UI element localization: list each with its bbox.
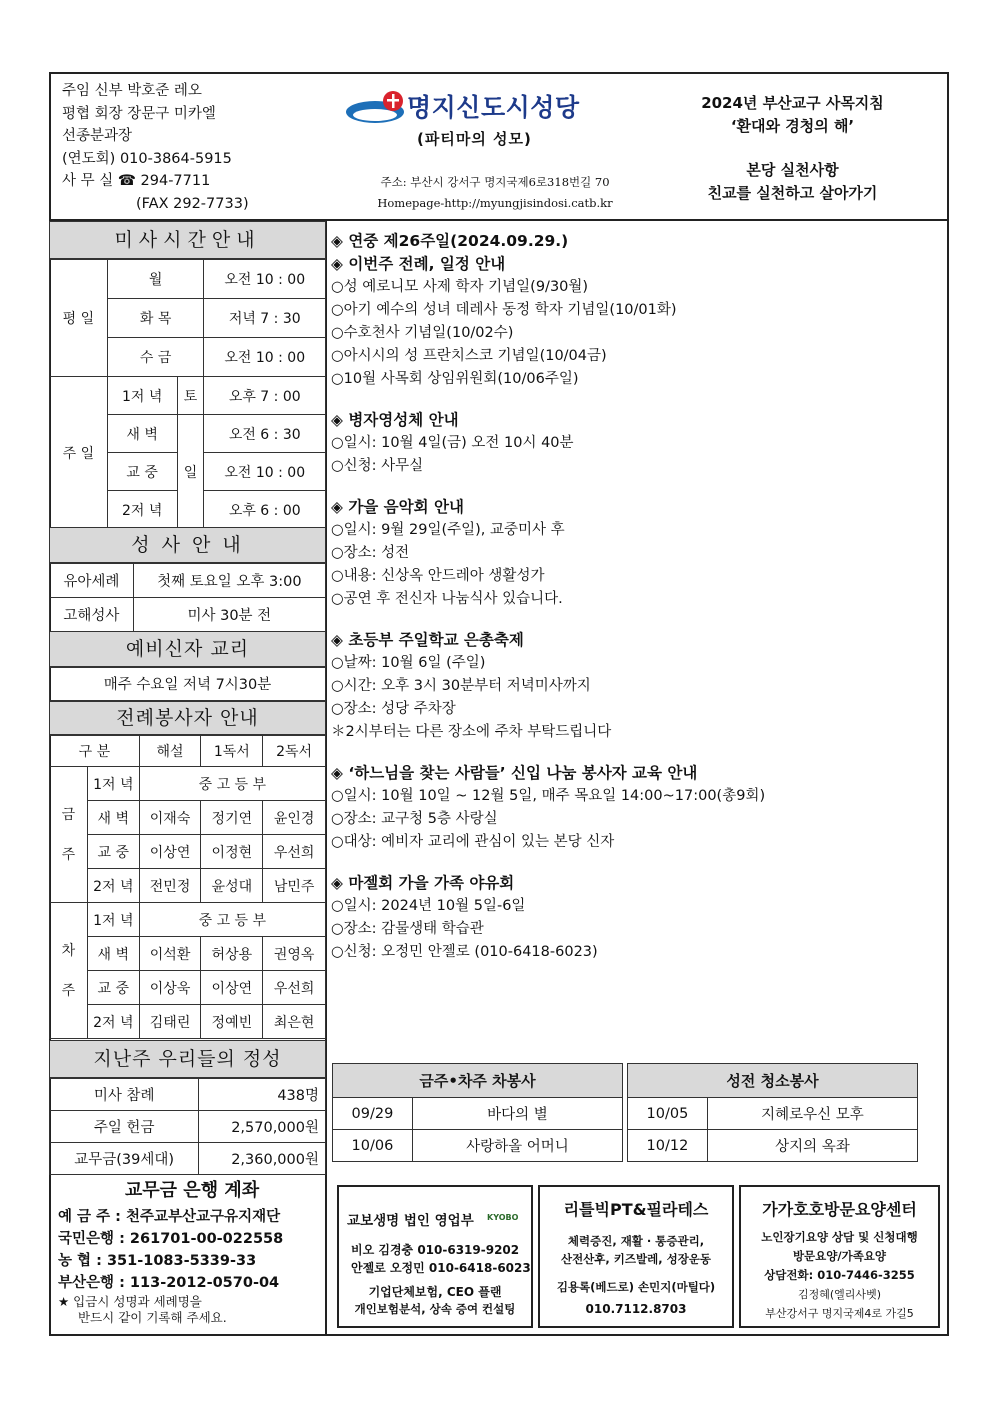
parish-address [330, 172, 660, 214]
notice-heading-text: 병자영성체 안내 [348, 411, 459, 429]
funeral-head: 선종분과장 [62, 128, 133, 144]
duty-date: 10/05 [628, 1098, 708, 1130]
notice-item: ○공연 후 전신자 나눔식사 있습니다. [331, 591, 563, 607]
offering-item: 교무금(39세대) [50, 1143, 199, 1175]
mass-slot: 새 벽 [87, 801, 139, 835]
parish-emblem-icon [345, 88, 405, 128]
diamond-icon: ◈ [331, 764, 349, 782]
offering-item: 미사 참례 [50, 1079, 199, 1111]
parish-logo [345, 88, 635, 148]
notice-item: ＊2시부터는 다른 장소에 주차 부탁드립니다 [331, 724, 612, 740]
notice-item: ○내용: 신상옥 안드레아 생활성가 [331, 568, 545, 584]
catechumen-title: 예비신자 교리 [49, 631, 326, 667]
kyobo-brand: KYOBO [487, 1213, 519, 1222]
sacrament-time: 첫째 토요일 오후 3:00 [133, 564, 325, 598]
ad-line: 부산강서구 명지국제4로 가길5 [765, 1307, 914, 1320]
cleaning-duty-table [627, 1063, 918, 1162]
contact-info [62, 80, 312, 215]
pastor: 주임 신부 박호준 레오 [62, 83, 202, 99]
liturgy-table [49, 735, 326, 1039]
motto-line: ‘환대와 경청의 해’ [730, 116, 855, 135]
sunday-date-text: 연중 제26주일(2024.09.29.) [348, 232, 569, 250]
notice-item: ○아기 예수의 성녀 데레사 동정 학자 기념일(10/01화) [331, 302, 677, 318]
notice-item: ○장소: 감물생태 학습관 [331, 921, 484, 937]
ad-line: 체력증진, 재활 · 통증관리, [567, 1234, 705, 1248]
mass-slot: 1저 녁 [87, 903, 139, 937]
diamond-icon: ◈ [331, 232, 349, 250]
ad-line: 기업단체보험, CEO 플랜 [368, 1285, 502, 1299]
motto-line: 친교를 실천하고 살아가기 [707, 183, 878, 202]
next-week-label: 차 주 [50, 903, 88, 1039]
notice-item: ○10월 사목회 상임위원회(10/06주일) [331, 371, 579, 387]
notice-heading-text: 초등부 주일학교 은총축제 [348, 631, 524, 649]
deposit-note: ★ 입금시 성명과 세례명을 [58, 1294, 202, 1309]
mass-day: 교 중 [107, 453, 177, 491]
mass-time: 저녁 7 : 30 [204, 299, 326, 338]
volunteer: 윤인경 [263, 801, 326, 835]
volunteer: 우선희 [263, 835, 326, 869]
notice-heading [331, 629, 941, 652]
diamond-icon: ◈ [331, 631, 349, 649]
volunteer: 이상욱 [139, 971, 201, 1005]
sunday-day-label: 일 [177, 415, 204, 529]
mass-time: 오후 6 : 00 [204, 491, 326, 529]
notice-item: ○장소: 교구청 5층 사랑실 [331, 811, 498, 827]
volunteer: 이재숙 [139, 801, 201, 835]
offering-title: 지난주 우리들의 정성 [49, 1040, 326, 1078]
account-number: 국민은행 : 261701-00-022558 [58, 1231, 284, 1247]
duty-date: 10/06 [333, 1130, 413, 1162]
notice-heading-text: 마젤회 가을 가족 야유회 [348, 874, 515, 892]
volunteer: 이상연 [139, 835, 201, 869]
notices [331, 230, 941, 964]
volunteer: 최은현 [263, 1005, 326, 1039]
offering-value: 438명 [199, 1079, 326, 1111]
col-header: 2독서 [263, 736, 326, 767]
ad-kyobo [337, 1185, 533, 1328]
ad-line: 개인보험분석, 상속 증여 컨설팅 [354, 1302, 516, 1316]
mass-day: 화 목 [107, 299, 204, 338]
funeral-phone: (연도회) 010-3864-5915 [62, 150, 232, 167]
volunteer: 정기연 [201, 801, 263, 835]
office-phone: 사 무 실 ☎ 294-7711 [62, 173, 211, 189]
notice-heading-text: 이번주 전례, 일정 안내 [348, 255, 506, 273]
mass-day: 2저 녁 [107, 491, 177, 529]
ad-line: 김용록(베드로) 손민지(마틸다) [556, 1280, 716, 1294]
mass-slot: 2저 녁 [87, 1005, 139, 1039]
notice-item: ○장소: 성전 [331, 545, 410, 561]
ad-line: 노인장기요양 상담 및 신청대행 [761, 1230, 918, 1244]
col-header: 해설 [139, 736, 201, 767]
mass-time: 오전 10 : 00 [204, 338, 326, 377]
duty-group: 사랑하올 어머니 [412, 1130, 622, 1162]
offering-value: 2,360,000원 [199, 1143, 326, 1175]
deposit-note: 반드시 같이 기록해 주세요. [78, 1310, 227, 1325]
diamond-icon: ◈ [331, 498, 349, 516]
mass-slot: 교 중 [87, 835, 139, 869]
mass-time: 오전 6 : 30 [204, 415, 326, 453]
saturday-label: 토 [177, 377, 204, 415]
notice-heading [331, 872, 941, 895]
col-header: 구 분 [50, 736, 140, 767]
notice-heading [331, 253, 941, 276]
ad-line: 비오 김경충 010-6319-9202 [351, 1243, 520, 1257]
mass-day: 월 [107, 260, 204, 299]
ad-title: 리틀빅PT&필라테스 [563, 1200, 709, 1219]
ad-phone: 010.7112.8703 [585, 1302, 687, 1316]
notice-item: ○신청: 오정민 안젤로 (010-6418-6023) [331, 944, 598, 960]
duty-group: 바다의 별 [412, 1098, 622, 1130]
notice-item: ○날짜: 10월 6일 (주일) [331, 655, 486, 671]
mass-slot: 2저 녁 [87, 869, 139, 903]
offering-value: 2,570,000원 [199, 1111, 326, 1143]
volunteer: 남민주 [263, 869, 326, 903]
ad-title: 가가호호방문요양센터 [762, 1200, 917, 1219]
this-week-label: 금 주 [50, 767, 88, 903]
account-holder: 예 금 주 : 천주교부산교구유지재단 [58, 1209, 281, 1225]
mass-time: 오전 10 : 00 [204, 260, 326, 299]
duty-group: 상지의 옥좌 [707, 1130, 917, 1162]
mass-time: 오전 10 : 00 [204, 453, 326, 491]
notice-item: ○일시: 9월 29일(주일), 교중미사 후 [331, 522, 565, 538]
sacrament-table [49, 563, 326, 632]
ad-title: 교보생명 법인 영업부 [347, 1213, 474, 1229]
sunday-date [331, 230, 941, 253]
mass-day: 새 벽 [107, 415, 177, 453]
offering-item: 주일 헌금 [50, 1111, 199, 1143]
ad-line: 산전산후, 키즈발레, 성장운동 [560, 1252, 712, 1266]
notice-item: ○일시: 2024년 10월 5일-6일 [331, 898, 526, 914]
mass-times-title: 미사시간안내 [49, 221, 326, 259]
volunteer: 윤성대 [201, 869, 263, 903]
notice-item: ○대상: 예비자 교리에 관심이 있는 본당 신자 [331, 834, 615, 850]
mass-slot: 교 중 [87, 971, 139, 1005]
office-fax: (FAX 292-7733) [136, 195, 249, 212]
notice-item: ○시간: 오후 3시 30분부터 저녁미사까지 [331, 678, 591, 694]
col-header: 1독서 [201, 736, 263, 767]
mass-slot: 새 벽 [87, 937, 139, 971]
duty-date: 10/12 [628, 1130, 708, 1162]
volunteer: 허상용 [201, 937, 263, 971]
cleaning-duty-title: 성전 청소봉사 [628, 1064, 918, 1098]
account-number: 부산은행 : 113-2012-0570-04 [58, 1275, 280, 1291]
volunteer: 김태린 [139, 1005, 201, 1039]
car-duty-table [332, 1063, 623, 1162]
diamond-icon: ◈ [331, 874, 349, 892]
group-name: 중 고 등 부 [139, 903, 325, 937]
mass-day: 1저 녁 [107, 377, 177, 415]
mass-times-table [49, 259, 326, 529]
notice-item: ○수호천사 기념일(10/02수) [331, 325, 514, 341]
group-name: 중 고 등 부 [139, 767, 325, 801]
notice-heading-text: ‘하느님을 찾는 사람들’ 신입 나눔 봉사자 교육 안내 [348, 764, 698, 782]
volunteer: 이상연 [201, 971, 263, 1005]
ad-care-center [739, 1185, 940, 1328]
motto-line: 본당 실천사항 [746, 161, 839, 179]
motto-line: 2024년 부산교구 사목지침 [701, 94, 884, 112]
parish-subtitle: (파티마의 성모) [417, 130, 532, 148]
bank-title: 교무금 은행 계좌 [124, 1180, 260, 1201]
sacrament-name: 유아세례 [50, 564, 134, 598]
volunteer: 우선희 [263, 971, 326, 1005]
volunteer: 정예빈 [201, 1005, 263, 1039]
notice-item: ○아시시의 성 프란치스코 기념일(10/04금) [331, 348, 607, 364]
duty-date: 09/29 [333, 1098, 413, 1130]
ad-phone: 상담전화: 010-7446-3255 [764, 1268, 915, 1282]
address: 주소: 부산시 강서구 명지국제6로318번길 70 [380, 175, 610, 189]
notice-item: ○장소: 성당 주차장 [331, 701, 456, 717]
notice-heading-text: 가을 음악회 안내 [348, 498, 464, 516]
homepage-link[interactable]: Homepage-http://myungjisindosi.catb.kr [377, 196, 613, 210]
volunteer: 전민정 [139, 869, 201, 903]
liturgy-title: 전례봉사자 안내 [49, 701, 326, 735]
catechumen-schedule: 매주 수요일 저녁 7시30분 [49, 667, 326, 701]
notice-item: ○성 예로니모 사제 학자 기념일(9/30월) [331, 279, 589, 295]
notice-item: ○신청: 사무실 [331, 458, 424, 474]
motto-line [665, 137, 920, 159]
council-president: 평협 회장 장문구 미카엘 [62, 105, 216, 122]
bank-accounts [58, 1180, 326, 1326]
weekday-label: 평 일 [50, 260, 108, 377]
notice-heading [331, 409, 941, 432]
account-number: 농 협 : 351-1083-5339-33 [58, 1253, 257, 1269]
mass-day: 수 금 [107, 338, 204, 377]
parish-name: 명지신도시성당 [407, 93, 580, 122]
sacrament-title: 성 사 안 내 [49, 527, 326, 563]
notice-heading [331, 496, 941, 519]
diamond-icon: ◈ [331, 255, 349, 273]
duty-group: 지혜로우신 모후 [707, 1098, 917, 1130]
mass-time: 오후 7 : 00 [204, 377, 326, 415]
car-duty-title: 금주•차주 차봉사 [333, 1064, 623, 1098]
volunteer: 이정현 [201, 835, 263, 869]
offering-table [49, 1078, 326, 1175]
sacrament-time: 미사 30분 전 [133, 598, 325, 632]
volunteer: 권영옥 [263, 937, 326, 971]
notice-heading [331, 762, 941, 785]
notice-item: ○일시: 10월 10일 ~ 12월 5일, 매주 목요일 14:00~17:00(총9회) [331, 788, 766, 804]
mass-slot: 1저 녁 [87, 767, 139, 801]
volunteer: 이석환 [139, 937, 201, 971]
ad-pilates [538, 1185, 734, 1328]
ad-line: 방문요양/가족요양 [792, 1249, 887, 1263]
ad-line: 안젤로 오정민 010-6418-6023 [351, 1261, 531, 1275]
notice-item: ○일시: 10월 4일(금) 오전 10시 40분 [331, 435, 574, 451]
pastoral-motto [665, 92, 920, 204]
sunday-label: 주 일 [50, 377, 108, 529]
ad-line: 김정혜(엘리사벳) [798, 1288, 881, 1301]
diamond-icon: ◈ [331, 411, 349, 429]
sacrament-name: 고해성사 [50, 598, 134, 632]
